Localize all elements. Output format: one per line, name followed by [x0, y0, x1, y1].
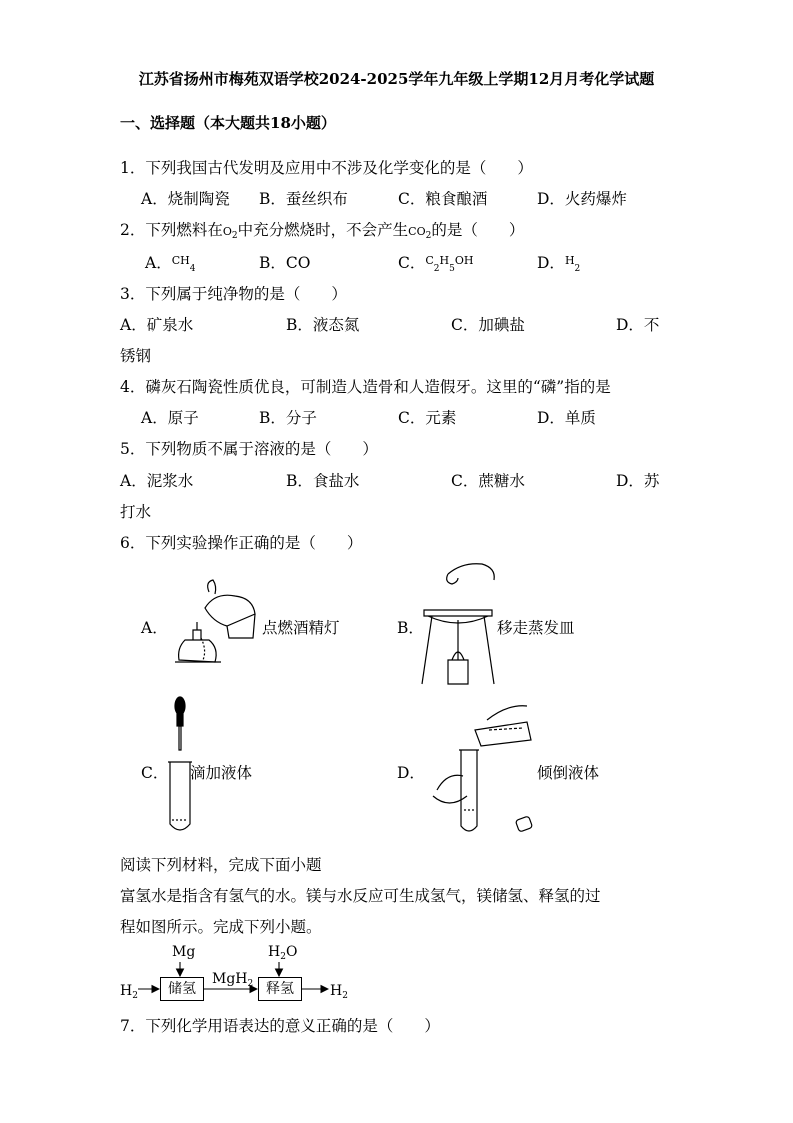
material-line-1: 富氢水是指含有氢气的水。镁与水反应可生成氢气，镁储氢、释氢的过 [120, 887, 601, 905]
question-2-stem: 2．下列燃料在$O_2$中充分燃烧时，不会产生$CO_2$的是（ ） [120, 221, 525, 241]
q6-caption-a: 点燃酒精灯 [262, 619, 340, 637]
q3-option-b: B．液态氮 [286, 316, 360, 334]
q5-option-b: B．食盐水 [286, 472, 360, 490]
q2-option-d: D．$^H_2$ [537, 254, 581, 274]
q5-option-d: D．苏 [616, 472, 660, 490]
diagram-mgh2-label: MgH$_2$ [212, 971, 254, 989]
q4-option-b: B．分子 [259, 409, 317, 427]
diagram-box-release: 释氢 [258, 977, 302, 1001]
question-1-stem: 1．下列我国古代发明及应用中不涉及化学变化的是（ ） [120, 159, 533, 177]
q6-option-d: D． [397, 764, 425, 782]
diagram-box-storage: 储氢 [160, 977, 204, 1001]
section-heading: 一、选择题（本大题共18小题） [120, 114, 336, 132]
q2-option-b: B．CO [259, 254, 311, 272]
q6-caption-d: 倾倒液体 [537, 764, 600, 782]
q1-option-d: D．火药爆炸 [537, 190, 627, 208]
question-4-stem: 4．磷灰石陶瓷性质优良，可制造人造骨和人造假牙。这里的“磷”指的是 [120, 378, 611, 396]
page-title: 江苏省扬州市梅苑双语学校2024-2025学年九年级上学期12月月考化学试题 [138, 70, 655, 88]
q3-option-c: C．加碘盐 [451, 316, 525, 334]
q1-option-a: A．烧制陶瓷 [141, 190, 230, 208]
question-5-stem: 5．下列物质不属于溶液的是（ ） [120, 440, 378, 458]
q6-option-b: B． [397, 619, 424, 637]
q4-option-a: A．原子 [141, 409, 199, 427]
question-3-stem: 3．下列属于纯净物的是（ ） [120, 285, 347, 303]
q3-option-d-wrap: 锈钢 [120, 347, 152, 365]
diagram-h2o-label: $H_2O$ [268, 944, 298, 962]
q2-option-c: C．$^C_2^H_5^{OH}$ [398, 254, 474, 274]
q5-option-d-wrap: 打水 [120, 503, 152, 521]
material-line-2: 程如图所示。完成下列小题。 [120, 918, 322, 936]
q6-caption-c: 滴加液体 [190, 764, 253, 782]
q6-option-a: A． [141, 619, 168, 637]
diagram-input-h2: $H_2$ [120, 983, 138, 1001]
q3-option-d: D．不 [616, 316, 660, 334]
question-7-stem: 7．下列化学用语表达的意义正确的是（ ） [120, 1017, 440, 1035]
material-heading: 阅读下列材料，完成下面小题 [120, 856, 322, 874]
q5-option-a: A．泥浆水 [120, 472, 194, 490]
q6-caption-b: 移走蒸发皿 [497, 619, 575, 637]
q1-option-b: B．蚕丝织布 [259, 190, 348, 208]
question-6-stem: 6．下列实验操作正确的是（ ） [120, 534, 363, 552]
diagram-mg-label: Mg [172, 944, 196, 960]
q3-option-a: A．矿泉水 [120, 316, 194, 334]
q6-option-c: C． [141, 764, 169, 782]
q2-option-a: A．$^{CH}_4$ [145, 254, 196, 274]
q4-option-c: C．元素 [398, 409, 457, 427]
q1-option-c: C．粮食酿酒 [398, 190, 488, 208]
diagram-output-h2: $H_2$ [330, 983, 348, 1001]
q4-option-d: D．单质 [537, 409, 596, 427]
q5-option-c: C．蔗糖水 [451, 472, 525, 490]
